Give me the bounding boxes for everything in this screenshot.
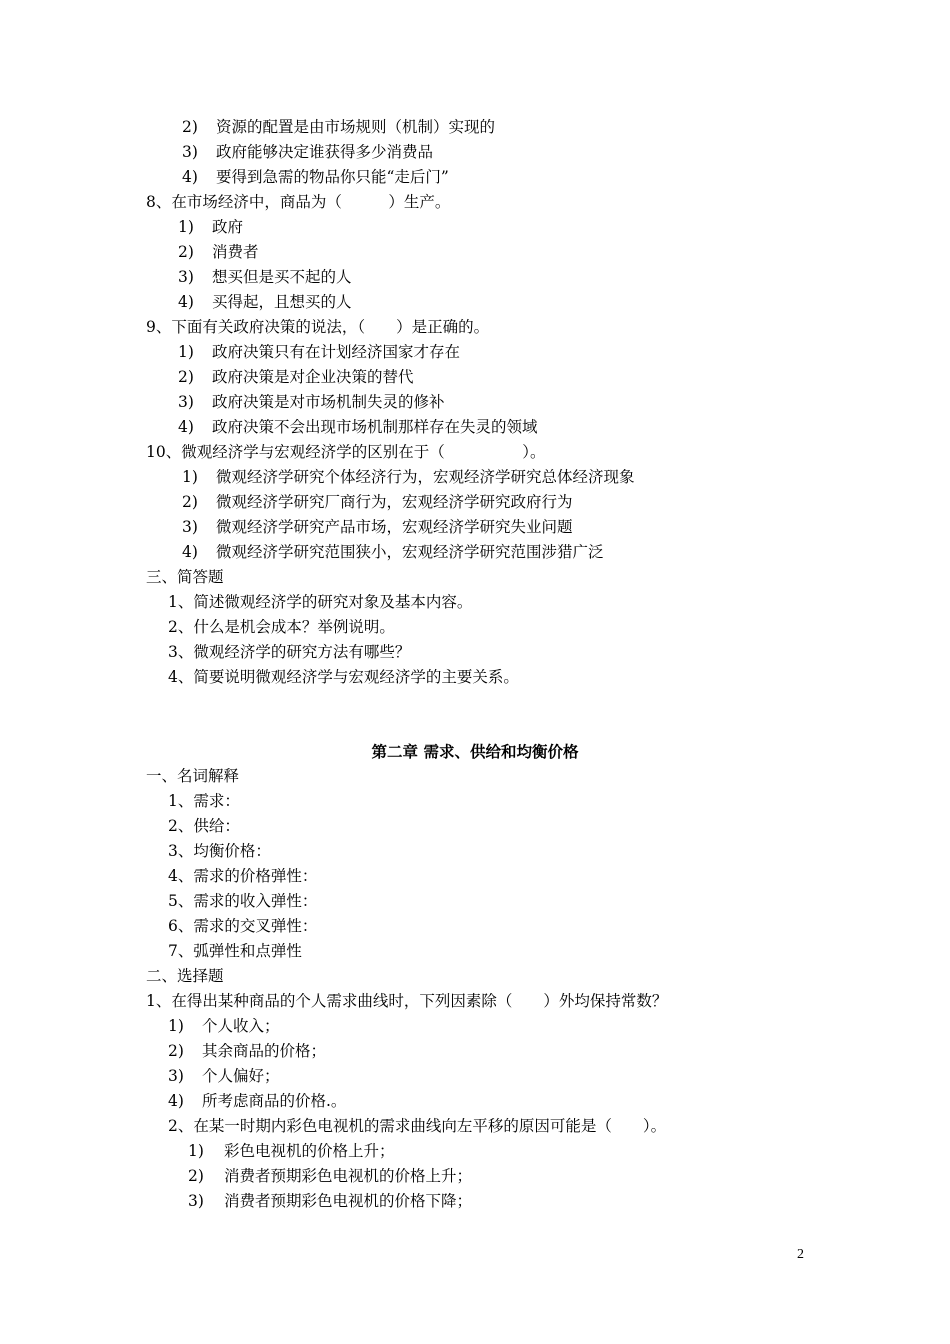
list-item: 3) 政府能够决定谁获得多少消费品 [182,143,434,161]
question-10: 10、微观经济学与宏观经济学的区别在于（ ）。 [146,443,546,461]
page-number: 2 [797,1247,804,1262]
list-item: 1) 微观经济学研究个体经济行为，宏观经济学研究总体经济现象 [182,468,635,486]
list-item: 3) 个人偏好； [168,1067,280,1085]
list-item: 2) 微观经济学研究厂商行为，宏观经济学研究政府行为 [182,493,573,511]
question-9: 9、下面有关政府决策的说法，（ ）是正确的。 [146,318,490,336]
list-item: 3) 政府决策是对市场机制失灵的修补 [178,393,445,411]
list-item: 3) 微观经济学研究产品市场，宏观经济学研究失业问题 [182,518,573,536]
list-item: 3) 消费者预期彩色电视机的价格下降； [188,1192,473,1210]
list-item: 4) 买得起，且想买的人 [178,293,352,311]
list-item: 2) 资源的配置是由市场规则（机制）实现的 [182,118,496,136]
list-item: 4、需求的价格弹性： [168,867,318,885]
list-item: 2、供给： [168,817,240,835]
list-item: 1、简述微观经济学的研究对象及基本内容。 [168,593,473,611]
list-item: 6、需求的交叉弹性： [168,917,318,935]
list-item: 4) 所考虑商品的价格.。 [168,1092,347,1110]
question-c1: 1、在得出某种商品的个人需求曲线时，下列因素除（ ）外均保持常数？ [146,992,668,1010]
list-item: 2) 政府决策是对企业决策的替代 [178,368,414,386]
list-item: 4) 要得到急需的物品你只能“走后门” [182,168,449,186]
section-heading: 二、选择题 [146,967,224,985]
question-c2: 2、在某一时期内彩色电视机的需求曲线向左平移的原因可能是（ ）。 [168,1117,667,1135]
list-item: 4) 政府决策不会出现市场机制那样存在失灵的领域 [178,418,538,436]
list-item: 7、弧弹性和点弹性 [168,942,302,960]
list-item: 1) 政府 [178,218,244,236]
section-heading: 三、简答题 [146,568,224,586]
question-8: 8、在市场经济中，商品为（ ）生产。 [146,193,451,211]
list-item: 1) 彩色电视机的价格上升； [188,1142,395,1160]
list-item: 2、什么是机会成本？举例说明。 [168,618,395,636]
list-item: 5、需求的收入弹性： [168,892,318,910]
list-item: 3、微观经济学的研究方法有哪些？ [168,643,411,661]
list-item: 2) 消费者 [178,243,259,261]
list-item: 3、均衡价格： [168,842,271,860]
list-item: 2) 消费者预期彩色电视机的价格上升； [188,1167,473,1185]
list-item: 1) 政府决策只有在计划经济国家才存在 [178,343,461,361]
list-item: 2) 其余商品的价格； [168,1042,327,1060]
list-item: 1、需求： [168,792,240,810]
list-item: 4、简要说明微观经济学与宏观经济学的主要关系。 [168,668,519,686]
section-heading: 一、名词解释 [146,767,240,785]
list-item: 1) 个人收入； [168,1017,280,1035]
chapter-title: 第二章 需求、供给和均衡价格 [371,743,579,761]
list-item: 4) 微观经济学研究范围狭小，宏观经济学研究范围涉猎广泛 [182,543,604,561]
list-item: 3) 想买但是买不起的人 [178,268,352,286]
